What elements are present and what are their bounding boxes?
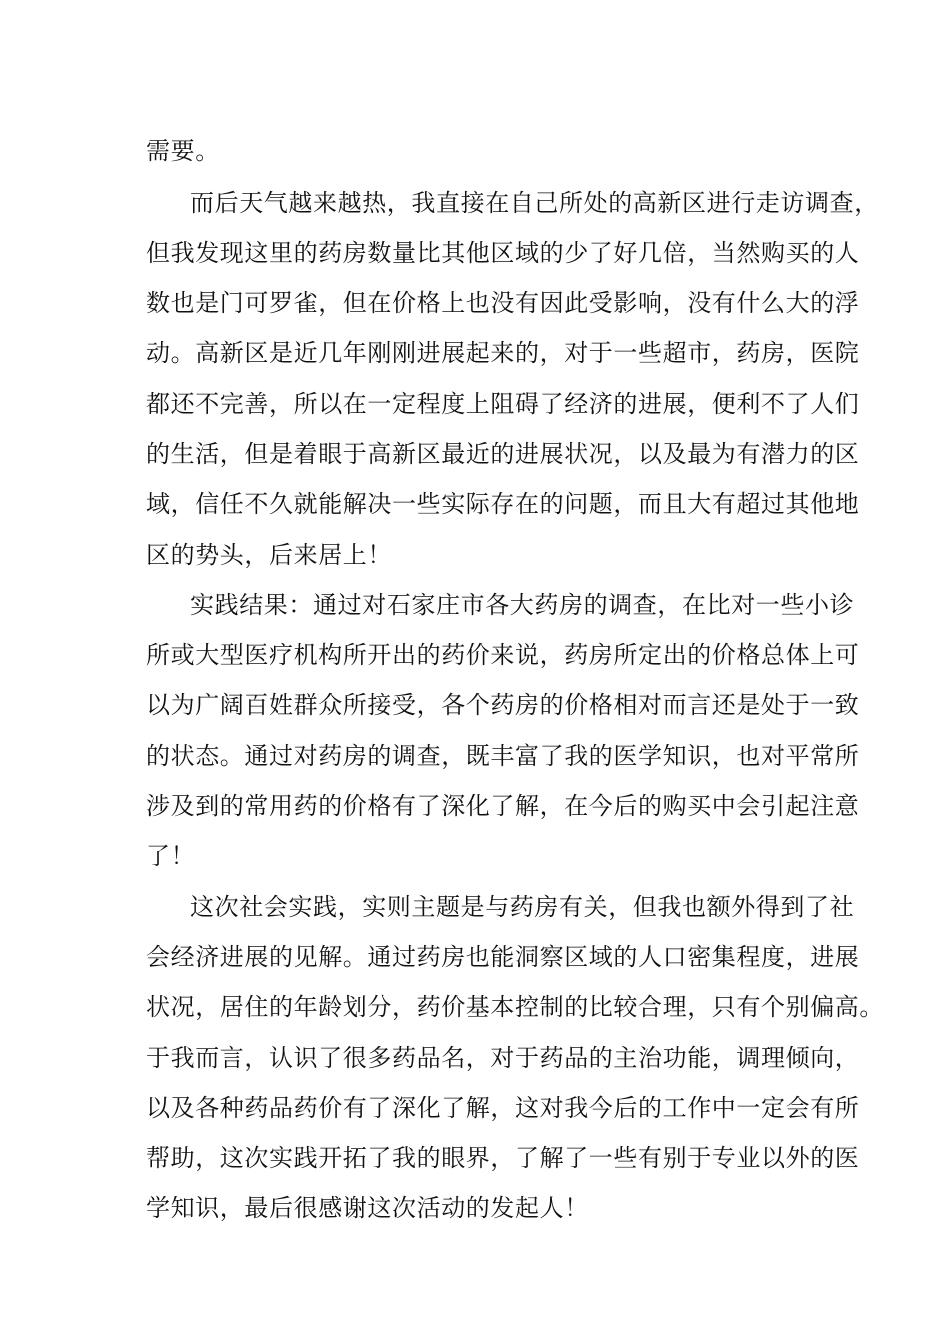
text-line: 的生活，但是着眼于高新区最近的进展状况，以及最为有潜力的区 (146, 440, 860, 468)
text-line: 动。高新区是近几年刚刚进展起来的，对于一些超市，药房，医院 (146, 339, 860, 367)
text-line: 区的势头，后来居上！ (146, 541, 392, 569)
text-line: 的状态。通过对药房的调查，既丰富了我的医学知识，也对平常所 (146, 742, 860, 770)
text-line: 这次社会实践，实则主题是与药房有关，但我也额外得到了社 (190, 893, 855, 921)
text-line: 了！ (146, 842, 196, 870)
text-line: 以为广阔百姓群众所接受，各个药房的价格相对而言还是处于一致 (146, 691, 860, 719)
text-line: 数也是门可罗雀，但在价格上也没有因此受影响，没有什么大的浮 (146, 289, 860, 317)
text-line: 实践结果：通过对石家庄市各大药房的调查，在比对一些小诊 (190, 591, 855, 619)
text-line: 而后天气越来越热，我直接在自己所处的高新区进行走访调查， (190, 189, 879, 217)
text-line: 帮助，这次实践开拓了我的眼界，了解了一些有别于专业以外的医 (146, 1144, 860, 1172)
text-line: 需要。 (146, 137, 220, 165)
text-line: 学知识，最后很感谢这次活动的发起人！ (146, 1194, 589, 1222)
text-line: 于我而言，认识了很多药品名，对于药品的主治功能，调理倾向， (146, 1044, 860, 1072)
text-line: 以及各种药品药价有了深化了解，这对我今后的工作中一定会有所 (146, 1094, 860, 1122)
text-line: 域，信任不久就能解决一些实际存在的问题，而且大有超过其他地 (146, 490, 860, 518)
text-line: 会经济进展的见解。通过药房也能洞察区域的人口密集程度，进展 (146, 943, 860, 971)
text-line: 所或大型医疗机构所开出的药价来说，药房所定出的价格总体上可 (146, 641, 860, 669)
text-line: 但我发现这里的药房数量比其他区域的少了好几倍，当然购买的人 (146, 239, 860, 267)
text-line: 都还不完善，所以在一定程度上阻碍了经济的进展，便利不了人们 (146, 390, 860, 418)
text-line: 涉及到的常用药的价格有了深化了解，在今后的购买中会引起注意 (146, 792, 860, 820)
text-line: 状况，居住的年龄划分，药价基本控制的比较合理，只有个别偏高。 (146, 993, 884, 1021)
